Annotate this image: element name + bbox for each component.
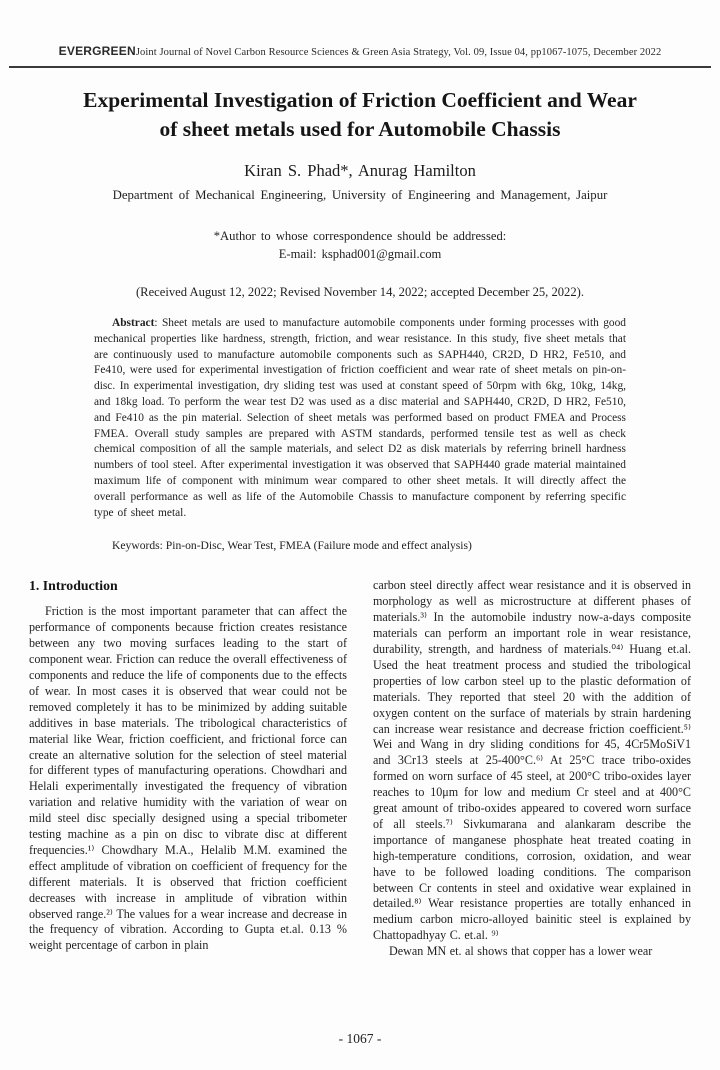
journal-header [0,0,720,58]
journal-logo: EVERGREEN [58,44,136,58]
left-column [29,578,347,960]
correspondence-block [0,227,720,263]
body-columns [29,578,691,960]
paper-title-line1: Experimental Investigation of Friction Coefficient and Wear [83,88,637,112]
header-rule [9,66,711,68]
paper-title [30,86,690,144]
paper-title-line2: of sheet metals used for Automobile Chassis [159,117,561,141]
correspondence-note: *Author to whose correspondence should be addressed: [213,229,507,243]
affiliation-line: Department of Mechanical Engineering, University of Engineering and Management, Jaipur [112,188,608,202]
abstract-label: Abstract [112,317,155,329]
authors-line: Kiran S. Phad*, Anurag Hamilton [244,161,476,180]
received-revised-accepted-line: (Received August 12, 2022; Revised November 14, 2022; accepted December 25, 2022). [135,285,584,299]
keywords-line: Keywords: Pin-on-Disc, Wear Test, FMEA (Failure mode and effect analysis) [112,539,472,553]
abstract-paragraph [94,316,626,521]
footer-page-number: - 1067 - [338,1031,382,1046]
abstract-text: : Sheet metals are used to manufacture automobile components under forming processes with good mechanical properties like hardness, strength, friction, and wear resistance. In this study, five sheet metals that are continuously used to manufacture automobile components such as SAPH440, CR2D, D HR2, Fe510, and Fe410, were used for experimental investigation of friction coefficient and wear rate of sheet metals on pin-on-disc. In experimental investigation, dry sliding test was used at constant speed of 50rpm with 6kg, 10kg, 14kg, and 18kg load. To perform the wear test D2 was used as a disc material and SAPH440, CR2D, D HR2, Fe510, and Fe410 as the pin material. Selection of sheet metals was performed based on product FMEA and Process FMEA. Overall study samples are prepared with ASTM standards, performed tensile test as well as check chemical composition of all the sample materials, and select D2 as disk materials by referring brinell hardness numbers of tool steel. After experimental investigation it was observed that SAPH440 grade material maintained maximum life of component with minimum wear compared to other sheet metals. It will directly affect the overall performance as well as life of the Automobile Chassis to manufacture component by referring specific type of sheet metal. [94,317,626,519]
intro-paragraph-right: carbon steel directly affect wear resistance and it is observed in morphology as well as microstructure at different phases of materials.³⁾ In the automobile industry now-a-days composite materials can perform an important role in wear resistance, durability, strength, and hardness of materials.⁰⁴⁾ Huang et.al. Used the heat treatment process and studied the tribological properties of low carbon steel up to the plastic deformation of materials. They reported that steel 20 with the addition of oxygen content on the surface of materials by strain hardening can increase wear resistance and decrease friction coefficient.⁵⁾ Wei and Wang in dry sliding conditions for 45, 4Cr5MoSiV1 and 3Cr13 steels at 25-400°C.⁶⁾ At 25°C trace tribo-oxides formed on worn surface of 45 steel, at 200°C tribo-oxides layer reaches to 10μm for low and medium Cr steel and at 400°C great amount of tribo-oxides appeared to covered worn surface of all steels.⁷⁾ Sivkumarana and alankaram describe the importance of manganese phosphate heat treated coating in high-temperature conditions, corrosion, oxidation, and wear have to be followed loading conditions. The comparison between Cr contents in steel and oxidative wear explained in detailed.⁸⁾ Wear resistance properties are totally enhanced in medium carbon micro-alloyed bainitic steel is explained by Chattopadhyay C. et.al. ⁹⁾ [373,578,691,943]
intro-paragraph-right-2: Dewan MN et. al shows that copper has a lower wear [389,944,653,959]
section-heading-introduction: 1. Introduction [29,578,118,594]
right-column [373,578,691,960]
intro-paragraph-left: Friction is the most important parameter that can affect the performance of components because friction creates resistance between any two moving surfaces leading to the start of component wear. Friction can reduce the overall effectiveness of components and reduce the life of components due to the effects of wear. In most cases it is observed that wear could not be removed completely it has to be minimized by adding suitable additives in base materials. The tribological characteristics of material like Wear, friction coefficient, and frictional force can create an alternative solution for the selection of steel material for different types of manufacturing operations. Chowdhari and Helali experimentally investigated the frequency of vibration variation and relative humidity with the variation of wear on mild steel disc specially designed using a special tribometer testing machine as a pin on disc to vibrate disc at different frequencies.¹⁾ Chowdhary M.A., Helalib M.M. examined the effect amplitude of vibration on coefficient of frequency for the different materials. It is observed that friction coefficient decreases with increase in amplitude of vibration within observed range.²⁾ The values for a wear increase and decrease in the frequency of vibration. According to Gupta et.al. 0.13 % weight percentage of carbon in plain [29,604,347,953]
correspondence-email: E-mail: ksphad001@gmail.com [278,247,442,261]
journal-citation: Joint Journal of Novel Carbon Resource Sciences & Green Asia Strategy, Vol. 09, Issue 04, pp1067-1075, December 2022 [135,47,662,58]
